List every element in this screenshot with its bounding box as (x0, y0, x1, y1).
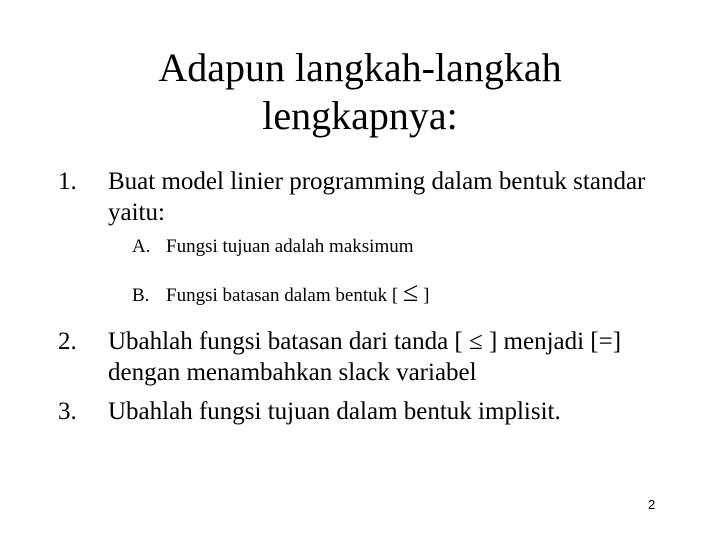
page-number: 2 (648, 497, 656, 512)
sub-item-a (132, 234, 652, 260)
title-line-2: lengkapnya: (262, 93, 458, 138)
sub-item-letter: B. (132, 285, 150, 306)
item-text: Buat model linier programming dalam bentuk standar yaitu: (108, 168, 646, 226)
item-number: 3. (58, 398, 77, 425)
list-item-1 (58, 166, 678, 228)
item-text: Ubahlah fungsi tujuan dalam bentuk implisit. (108, 398, 561, 425)
slide-title (0, 44, 720, 140)
list-item-3 (58, 396, 678, 427)
title-line-1: Adapun langkah-langkah (158, 45, 562, 90)
item-number: 2. (58, 328, 77, 355)
sub-item-text: Fungsi tujuan adalah maksimum (166, 236, 414, 257)
less-equal-symbol: ≤ (402, 277, 419, 308)
sub-item-letter: A. (132, 236, 151, 257)
item-text: Ubahlah fungsi batasan dari tanda [ ≤ ] menjadi [=] dengan menambahkan slack variabel (108, 328, 622, 386)
sub-item-b (132, 277, 652, 309)
list-item-2 (58, 326, 678, 388)
sub-item-text: Fungsi batasan dalam bentuk [ (166, 285, 399, 306)
item-number: 1. (58, 168, 77, 195)
closing-bracket: ] (423, 285, 430, 306)
